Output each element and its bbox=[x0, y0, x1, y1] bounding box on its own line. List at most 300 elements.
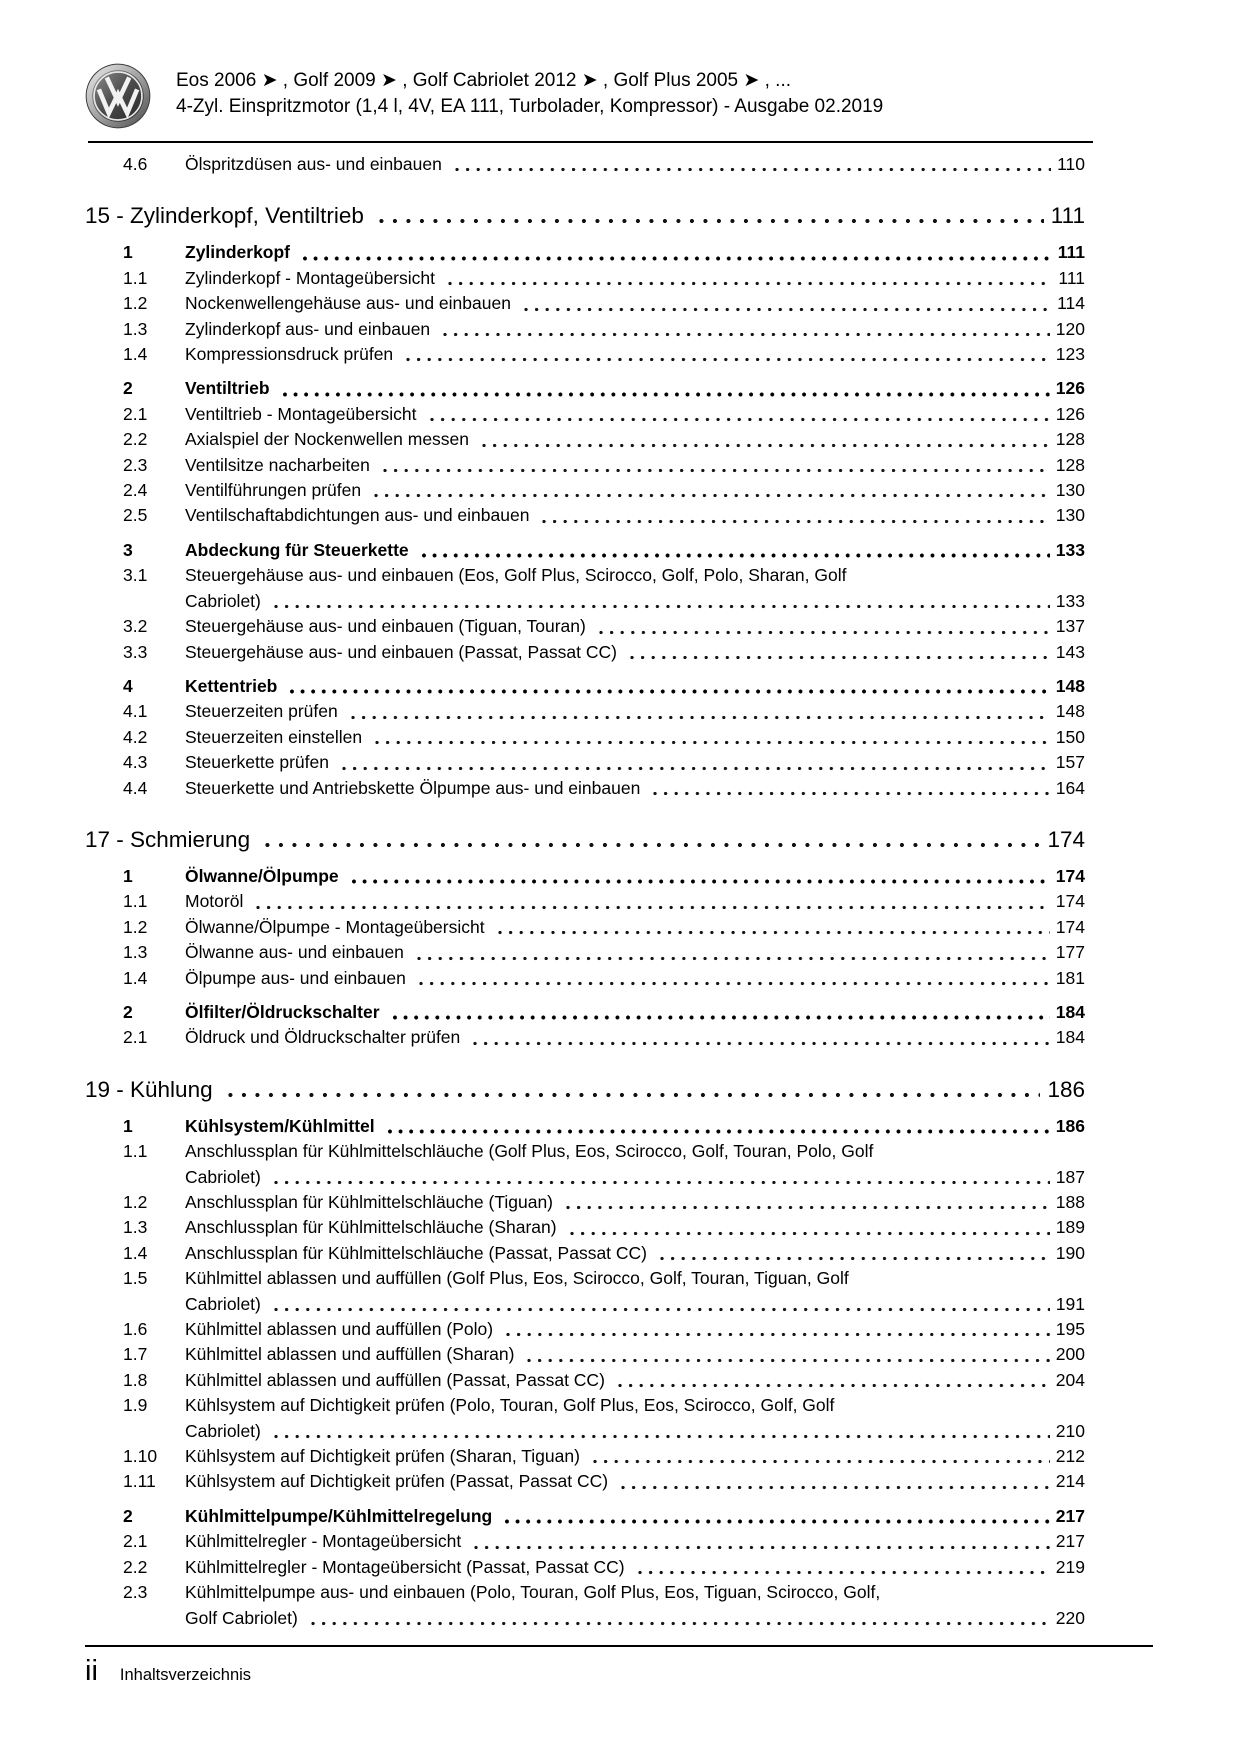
entry-line bbox=[185, 1025, 1085, 1050]
dot-leader bbox=[415, 966, 1050, 991]
entry-page-number: 204 bbox=[1055, 1369, 1085, 1390]
toc-entry bbox=[123, 1444, 1085, 1469]
entry-page-number: 111 bbox=[1058, 267, 1085, 288]
entry-page-number: 126 bbox=[1055, 378, 1085, 399]
entry-page-number: 189 bbox=[1055, 1217, 1085, 1238]
entry-page-number: 128 bbox=[1055, 454, 1085, 475]
entry-number: 1 bbox=[123, 865, 133, 886]
dot-leader bbox=[270, 1165, 1050, 1190]
chapter-title: 15 - Zylinderkopf, Ventiltrieb bbox=[85, 203, 364, 229]
dot-leader bbox=[426, 402, 1050, 427]
entry-number: 2.3 bbox=[123, 1582, 148, 1603]
entry-line bbox=[185, 240, 1085, 265]
entry-body bbox=[185, 966, 1085, 991]
entry-number: 2.1 bbox=[123, 403, 148, 424]
entry-line bbox=[185, 1215, 1085, 1240]
entry-number: 2.3 bbox=[123, 454, 148, 475]
entry-number: 1.2 bbox=[123, 1192, 148, 1212]
entry-number: 2 bbox=[123, 1001, 133, 1022]
entry-title: Kompressionsdruck prüfen bbox=[185, 344, 394, 365]
entry-number: 2.5 bbox=[123, 505, 148, 526]
dot-leader bbox=[279, 376, 1050, 401]
dot-leader bbox=[502, 1317, 1050, 1342]
toc-entry bbox=[123, 1469, 1085, 1494]
dot-leader bbox=[451, 152, 1051, 177]
entry-body bbox=[185, 776, 1085, 801]
entry-title-continued: Cabriolet) bbox=[185, 1166, 261, 1187]
dot-leader bbox=[270, 1292, 1050, 1317]
entry-body bbox=[185, 1266, 1085, 1317]
toc-entry bbox=[123, 563, 1085, 614]
entry-body bbox=[185, 317, 1085, 342]
entry-body bbox=[185, 402, 1085, 427]
entry-number: 2 bbox=[123, 378, 133, 399]
entry-body bbox=[185, 1317, 1085, 1342]
chapter-title: 19 - Kühlung bbox=[85, 1076, 213, 1102]
document-title bbox=[176, 62, 883, 120]
entry-body bbox=[185, 376, 1085, 401]
toc-entry bbox=[123, 152, 1085, 177]
entry-title: Kühlmittel ablassen und auffüllen (Passat, Passat CC) bbox=[185, 1369, 605, 1390]
entry-title: Zylinderkopf - Montageübersicht bbox=[185, 267, 435, 288]
entry-line bbox=[185, 1444, 1085, 1469]
toc-entry bbox=[123, 1139, 1085, 1190]
entry-number: 4.6 bbox=[123, 154, 148, 174]
toc-entry bbox=[123, 864, 1085, 889]
entry-body bbox=[185, 291, 1085, 316]
entry-wrap-line bbox=[185, 1606, 1085, 1631]
entry-page-number: 187 bbox=[1055, 1166, 1085, 1187]
entry-title: Kühlmittel ablassen und auffüllen (Polo) bbox=[185, 1319, 494, 1340]
entry-body bbox=[185, 674, 1085, 699]
dot-leader bbox=[595, 614, 1050, 639]
chapter-title: 17 - Schmierung bbox=[85, 826, 251, 852]
entry-body bbox=[185, 1000, 1085, 1025]
entry-title-continued: Cabriolet) bbox=[185, 1420, 261, 1441]
entry-title: Steuergehäuse aus- und einbauen (Tiguan, Touran) bbox=[185, 616, 586, 637]
entry-number: 4.2 bbox=[123, 726, 148, 747]
table-of-contents bbox=[85, 152, 1085, 1631]
toc-entry bbox=[123, 1266, 1085, 1317]
entry-number: 1.2 bbox=[123, 916, 148, 937]
entry-number: 2.1 bbox=[123, 1027, 148, 1048]
toc-entry bbox=[123, 1215, 1085, 1240]
entry-body bbox=[185, 1241, 1085, 1266]
entry-body bbox=[185, 1469, 1085, 1494]
dot-leader bbox=[413, 940, 1050, 965]
entry-page-number: 210 bbox=[1055, 1420, 1085, 1441]
entry-wrap-line bbox=[185, 1419, 1085, 1444]
entry-title: Zylinderkopf bbox=[185, 242, 291, 263]
entry-line bbox=[185, 538, 1085, 563]
entry-line bbox=[185, 1190, 1085, 1215]
chapter-entries bbox=[85, 240, 1085, 801]
footer-label: Inhaltsverzeichnis bbox=[119, 1666, 252, 1684]
entry-title: Ölwanne/Ölpumpe - Montageübersicht bbox=[185, 916, 485, 937]
entry-title: Anschlussplan für Kühlmittelschläuche (Tiguan) bbox=[185, 1192, 554, 1212]
toc-entry bbox=[123, 291, 1085, 316]
entry-line bbox=[185, 776, 1085, 801]
dot-leader bbox=[634, 1555, 1050, 1580]
entry-number: 4.1 bbox=[123, 701, 148, 722]
dot-leader bbox=[444, 266, 1052, 291]
entry-title: Öldruck und Öldruckschalter prüfen bbox=[185, 1027, 461, 1048]
toc-entry bbox=[123, 1342, 1085, 1367]
entry-wrap-line bbox=[185, 1165, 1085, 1190]
toc-entry bbox=[123, 940, 1085, 965]
entry-body bbox=[185, 1342, 1085, 1367]
dot-leader bbox=[384, 1114, 1050, 1139]
entry-page-number: 174 bbox=[1055, 865, 1085, 886]
entry-body bbox=[185, 266, 1085, 291]
entry-body bbox=[185, 427, 1085, 452]
entry-number: 3.2 bbox=[123, 616, 148, 637]
entry-line bbox=[185, 640, 1085, 665]
dot-leader bbox=[299, 240, 1052, 265]
dot-leader bbox=[270, 589, 1050, 614]
entry-number: 4.4 bbox=[123, 777, 148, 798]
toc-entry bbox=[123, 317, 1085, 342]
entry-page-number: 177 bbox=[1055, 942, 1085, 963]
chapter-page-number: 111 bbox=[1050, 203, 1085, 229]
entry-page-number: 217 bbox=[1055, 1531, 1085, 1552]
entry-title: Motoröl bbox=[185, 891, 244, 912]
entry-body bbox=[185, 1504, 1085, 1529]
entry-page-number: 174 bbox=[1055, 891, 1085, 912]
entry-page-number: 128 bbox=[1055, 429, 1085, 450]
entry-number: 1.1 bbox=[123, 891, 148, 912]
entry-body bbox=[185, 1025, 1085, 1050]
entry-page-number: 150 bbox=[1055, 726, 1085, 747]
entry-line bbox=[185, 966, 1085, 991]
entry-number: 1.6 bbox=[123, 1319, 148, 1340]
toc-entry bbox=[123, 750, 1085, 775]
entry-number: 1.11 bbox=[123, 1471, 156, 1492]
toc-entry bbox=[123, 1317, 1085, 1342]
dot-leader bbox=[389, 1000, 1050, 1025]
entry-page-number: 190 bbox=[1055, 1242, 1085, 1263]
entry-page-number: 143 bbox=[1055, 641, 1085, 662]
toc-entry bbox=[123, 1529, 1085, 1554]
entry-line bbox=[185, 478, 1085, 503]
entry-title: Ölwanne/Ölpumpe bbox=[185, 865, 339, 886]
entry-title: Ventiltrieb - Montageübersicht bbox=[185, 403, 417, 424]
chapter-heading bbox=[85, 201, 1085, 231]
entry-page-number: 148 bbox=[1055, 675, 1085, 696]
entry-number: 1.3 bbox=[123, 1217, 148, 1238]
entry-wrap-line bbox=[185, 589, 1085, 614]
entry-page-number: 148 bbox=[1055, 701, 1085, 722]
entry-line bbox=[185, 1241, 1085, 1266]
toc-entry bbox=[123, 889, 1085, 914]
entry-title: Kühlmittelregler - Montageübersicht (Passat, Passat CC) bbox=[185, 1556, 625, 1577]
entry-title: Anschlussplan für Kühlmittelschläuche (Sharan) bbox=[185, 1217, 557, 1238]
chapter-entries bbox=[85, 864, 1085, 1051]
entry-line bbox=[185, 376, 1085, 401]
entry-line bbox=[185, 1469, 1085, 1494]
entry-body bbox=[185, 725, 1085, 750]
entry-title: Kühlmittel ablassen und auffüllen (Sharan) bbox=[185, 1344, 515, 1365]
toc-entry bbox=[123, 376, 1085, 401]
entry-body bbox=[185, 152, 1085, 177]
entry-body bbox=[185, 1368, 1085, 1393]
entry-page-number: 130 bbox=[1055, 505, 1085, 526]
dot-leader bbox=[270, 1419, 1050, 1444]
entry-title: Ölpumpe aus- und einbauen bbox=[185, 967, 406, 988]
dot-leader bbox=[252, 889, 1049, 914]
toc-chapter bbox=[85, 201, 1085, 801]
entry-body bbox=[185, 478, 1085, 503]
entry-number: 2.2 bbox=[123, 1556, 148, 1577]
entry-number: 2.4 bbox=[123, 480, 148, 501]
entry-body bbox=[185, 864, 1085, 889]
entry-title: Kühlsystem/Kühlmittel bbox=[185, 1115, 375, 1136]
entry-title: Ventilschaftabdichtungen aus- und einbauen bbox=[185, 505, 530, 526]
entry-body bbox=[185, 915, 1085, 940]
entry-page-number: 157 bbox=[1055, 752, 1085, 773]
entry-page-number: 220 bbox=[1055, 1607, 1085, 1628]
entry-body bbox=[185, 1139, 1085, 1190]
entry-number: 1 bbox=[123, 242, 133, 263]
dot-leader bbox=[379, 453, 1050, 478]
entry-number: 3 bbox=[123, 539, 133, 560]
toc-entry bbox=[123, 640, 1085, 665]
entry-line bbox=[185, 1368, 1085, 1393]
header-divider bbox=[88, 141, 1093, 143]
entry-page-number: 217 bbox=[1055, 1505, 1085, 1526]
entry-page-number: 219 bbox=[1055, 1556, 1085, 1577]
entry-page-number: 123 bbox=[1055, 344, 1085, 365]
dot-leader bbox=[439, 317, 1050, 342]
page-footer bbox=[85, 1655, 251, 1687]
entry-wrap-line bbox=[185, 1292, 1085, 1317]
toc-entry bbox=[123, 1241, 1085, 1266]
dot-leader bbox=[286, 674, 1049, 699]
entry-line bbox=[185, 1114, 1085, 1139]
entry-number: 3.3 bbox=[123, 641, 148, 662]
dot-leader bbox=[520, 291, 1051, 316]
toc-entry bbox=[123, 915, 1085, 940]
entry-title: Steuergehäuse aus- und einbauen (Passat, Passat CC) bbox=[185, 641, 617, 662]
entry-line bbox=[185, 889, 1085, 914]
entry-page-number: 137 bbox=[1055, 616, 1085, 637]
toc-entry bbox=[123, 478, 1085, 503]
dot-leader bbox=[494, 915, 1050, 940]
entry-title: Kühlsystem auf Dichtigkeit prüfen (Polo, Touran, Golf Plus, Eos, Scirocco, Golf, Golf bbox=[185, 1395, 835, 1416]
entry-number: 1.7 bbox=[123, 1344, 148, 1365]
entry-line bbox=[185, 750, 1085, 775]
entry-number: 1 bbox=[123, 1115, 133, 1136]
toc-entry bbox=[123, 1580, 1085, 1631]
toc-entry bbox=[123, 453, 1085, 478]
dot-leader bbox=[470, 1529, 1050, 1554]
entry-number: 1.3 bbox=[123, 942, 148, 963]
entry-title: Ölspritzdüsen aus- und einbauen bbox=[185, 154, 442, 174]
toc-entry bbox=[123, 1025, 1085, 1050]
page-header bbox=[85, 62, 883, 130]
entry-number: 2.1 bbox=[123, 1531, 148, 1552]
dot-leader bbox=[402, 342, 1050, 367]
entry-number: 1.3 bbox=[123, 318, 148, 339]
entry-title: Kühlmittelregler - Montageübersicht bbox=[185, 1531, 462, 1552]
entry-page-number: 133 bbox=[1055, 590, 1085, 611]
entry-page-number: 133 bbox=[1055, 539, 1085, 560]
entry-line bbox=[185, 291, 1085, 316]
entry-title: Kettentrieb bbox=[185, 675, 278, 696]
entry-page-number: 186 bbox=[1055, 1115, 1085, 1136]
dot-leader bbox=[307, 1606, 1050, 1631]
entry-line bbox=[185, 266, 1085, 291]
entry-title: Ölfilter/Öldruckschalter bbox=[185, 1001, 380, 1022]
toc-entry bbox=[123, 1504, 1085, 1529]
entry-body bbox=[185, 640, 1085, 665]
entry-title: Abdeckung für Steuerkette bbox=[185, 539, 409, 560]
entry-body bbox=[185, 750, 1085, 775]
dot-leader bbox=[370, 478, 1050, 503]
entry-line bbox=[185, 503, 1085, 528]
dot-leader bbox=[562, 1190, 1050, 1215]
chapter-page-number: 174 bbox=[1047, 826, 1085, 852]
entry-line bbox=[185, 1342, 1085, 1367]
dot-leader bbox=[224, 1075, 1041, 1105]
dot-leader bbox=[418, 538, 1050, 563]
page-number-roman: ii bbox=[85, 1655, 98, 1687]
entry-line bbox=[185, 614, 1085, 639]
entry-page-number: 214 bbox=[1055, 1471, 1085, 1492]
entry-title: Ölwanne aus- und einbauen bbox=[185, 942, 404, 963]
dot-leader bbox=[501, 1504, 1050, 1529]
dot-leader bbox=[371, 725, 1050, 750]
dot-leader bbox=[375, 201, 1044, 231]
entry-title: Anschlussplan für Kühlmittelschläuche (Passat, Passat CC) bbox=[185, 1242, 648, 1263]
entry-line bbox=[185, 915, 1085, 940]
entry-line bbox=[185, 1317, 1085, 1342]
toc-entry bbox=[123, 240, 1085, 265]
entry-number: 1.10 bbox=[123, 1446, 158, 1467]
entry-body bbox=[185, 503, 1085, 528]
entry-body bbox=[185, 614, 1085, 639]
toc-entry bbox=[123, 342, 1085, 367]
entry-body bbox=[185, 342, 1085, 367]
entry-body bbox=[185, 1580, 1085, 1631]
entry-page-number: 212 bbox=[1055, 1446, 1085, 1467]
entry-number: 1.8 bbox=[123, 1369, 148, 1390]
entry-title: Kühlsystem auf Dichtigkeit prüfen (Passat, Passat CC) bbox=[185, 1471, 609, 1492]
entry-page-number: 120 bbox=[1055, 318, 1085, 339]
toc-entry bbox=[123, 538, 1085, 563]
entry-line bbox=[185, 725, 1085, 750]
dot-leader bbox=[589, 1444, 1050, 1469]
entry-body bbox=[185, 1114, 1085, 1139]
entry-number: 1.1 bbox=[123, 1141, 148, 1162]
entry-body bbox=[185, 240, 1085, 265]
dot-leader bbox=[523, 1342, 1049, 1367]
entry-body bbox=[185, 699, 1085, 724]
toc-entry bbox=[123, 614, 1085, 639]
toc-entry bbox=[123, 725, 1085, 750]
entry-page-number: 110 bbox=[1057, 154, 1085, 174]
dot-leader bbox=[469, 1025, 1050, 1050]
entry-page-number: 184 bbox=[1055, 1027, 1085, 1048]
entry-page-number: 195 bbox=[1055, 1319, 1085, 1340]
dot-leader bbox=[649, 776, 1049, 801]
entry-page-number: 191 bbox=[1055, 1293, 1085, 1314]
entry-title: Zylinderkopf aus- und einbauen bbox=[185, 318, 431, 339]
entry-line bbox=[185, 1529, 1085, 1554]
entry-number: 1.4 bbox=[123, 344, 148, 365]
entry-title: Steuergehäuse aus- und einbauen (Eos, Golf Plus, Scirocco, Golf, Polo, Sharan, Golf bbox=[185, 565, 847, 586]
entry-page-number: 188 bbox=[1055, 1192, 1085, 1212]
entry-number: 4.3 bbox=[123, 752, 148, 773]
entry-body bbox=[185, 1444, 1085, 1469]
entry-title: Ventilführungen prüfen bbox=[185, 480, 362, 501]
entry-title: Steuerkette und Antriebskette Ölpumpe aus- und einbauen bbox=[185, 777, 641, 798]
dot-leader bbox=[617, 1469, 1050, 1494]
dot-leader bbox=[348, 864, 1050, 889]
entry-number: 4 bbox=[123, 675, 133, 696]
entry-body bbox=[185, 1529, 1085, 1554]
entry-body bbox=[185, 563, 1085, 614]
dot-leader bbox=[626, 640, 1050, 665]
entry-title: Nockenwellengehäuse aus- und einbauen bbox=[185, 293, 511, 314]
entry-title: Steuerzeiten einstellen bbox=[185, 726, 363, 747]
title-engine-line: 4-Zyl. Einspritzmotor (1,4 l, 4V, EA 111, Turbolader, Kompressor) - Ausgabe 02.2019 bbox=[176, 96, 884, 117]
dot-leader bbox=[347, 699, 1050, 724]
toc-chapter bbox=[85, 825, 1085, 1051]
entry-page-number: 114 bbox=[1057, 293, 1085, 314]
entry-title: Axialspiel der Nockenwellen messen bbox=[185, 429, 470, 450]
toc-chapter bbox=[85, 1075, 1085, 1631]
entry-line bbox=[185, 699, 1085, 724]
entry-line bbox=[185, 342, 1085, 367]
chapter-heading bbox=[85, 1075, 1085, 1105]
dot-leader bbox=[538, 503, 1049, 528]
toc-entry bbox=[123, 1000, 1085, 1025]
entry-title-continued: Golf Cabriolet) bbox=[185, 1607, 298, 1628]
toc-entry bbox=[123, 1368, 1085, 1393]
entry-body bbox=[185, 889, 1085, 914]
entry-line bbox=[185, 453, 1085, 478]
chapter-heading bbox=[85, 825, 1085, 855]
entry-page-number: 181 bbox=[1055, 967, 1085, 988]
entry-number: 1.5 bbox=[123, 1268, 148, 1289]
toc-entry bbox=[123, 776, 1085, 801]
toc-entry bbox=[123, 266, 1085, 291]
entry-line bbox=[185, 152, 1085, 177]
toc-entry bbox=[123, 402, 1085, 427]
entry-title: Steuerzeiten prüfen bbox=[185, 701, 338, 722]
entry-body bbox=[185, 940, 1085, 965]
entry-page-number: 130 bbox=[1055, 480, 1085, 501]
entry-page-number: 111 bbox=[1057, 242, 1085, 263]
entry-number: 3.1 bbox=[123, 565, 148, 586]
toc-entry bbox=[123, 503, 1085, 528]
entry-line bbox=[185, 674, 1085, 699]
entry-page-number: 126 bbox=[1055, 403, 1085, 424]
vw-logo-icon bbox=[85, 62, 151, 130]
entry-line bbox=[185, 940, 1085, 965]
toc-entry bbox=[123, 1190, 1085, 1215]
toc-entry bbox=[123, 1555, 1085, 1580]
entry-title: Steuerkette prüfen bbox=[185, 752, 329, 773]
dot-leader bbox=[656, 1241, 1050, 1266]
entry-number: 1.1 bbox=[123, 267, 148, 288]
entry-number: 1.4 bbox=[123, 1242, 148, 1263]
entry-body bbox=[185, 1393, 1085, 1444]
entry-number: 1.2 bbox=[123, 293, 148, 314]
entry-body bbox=[185, 453, 1085, 478]
entry-body bbox=[185, 538, 1085, 563]
